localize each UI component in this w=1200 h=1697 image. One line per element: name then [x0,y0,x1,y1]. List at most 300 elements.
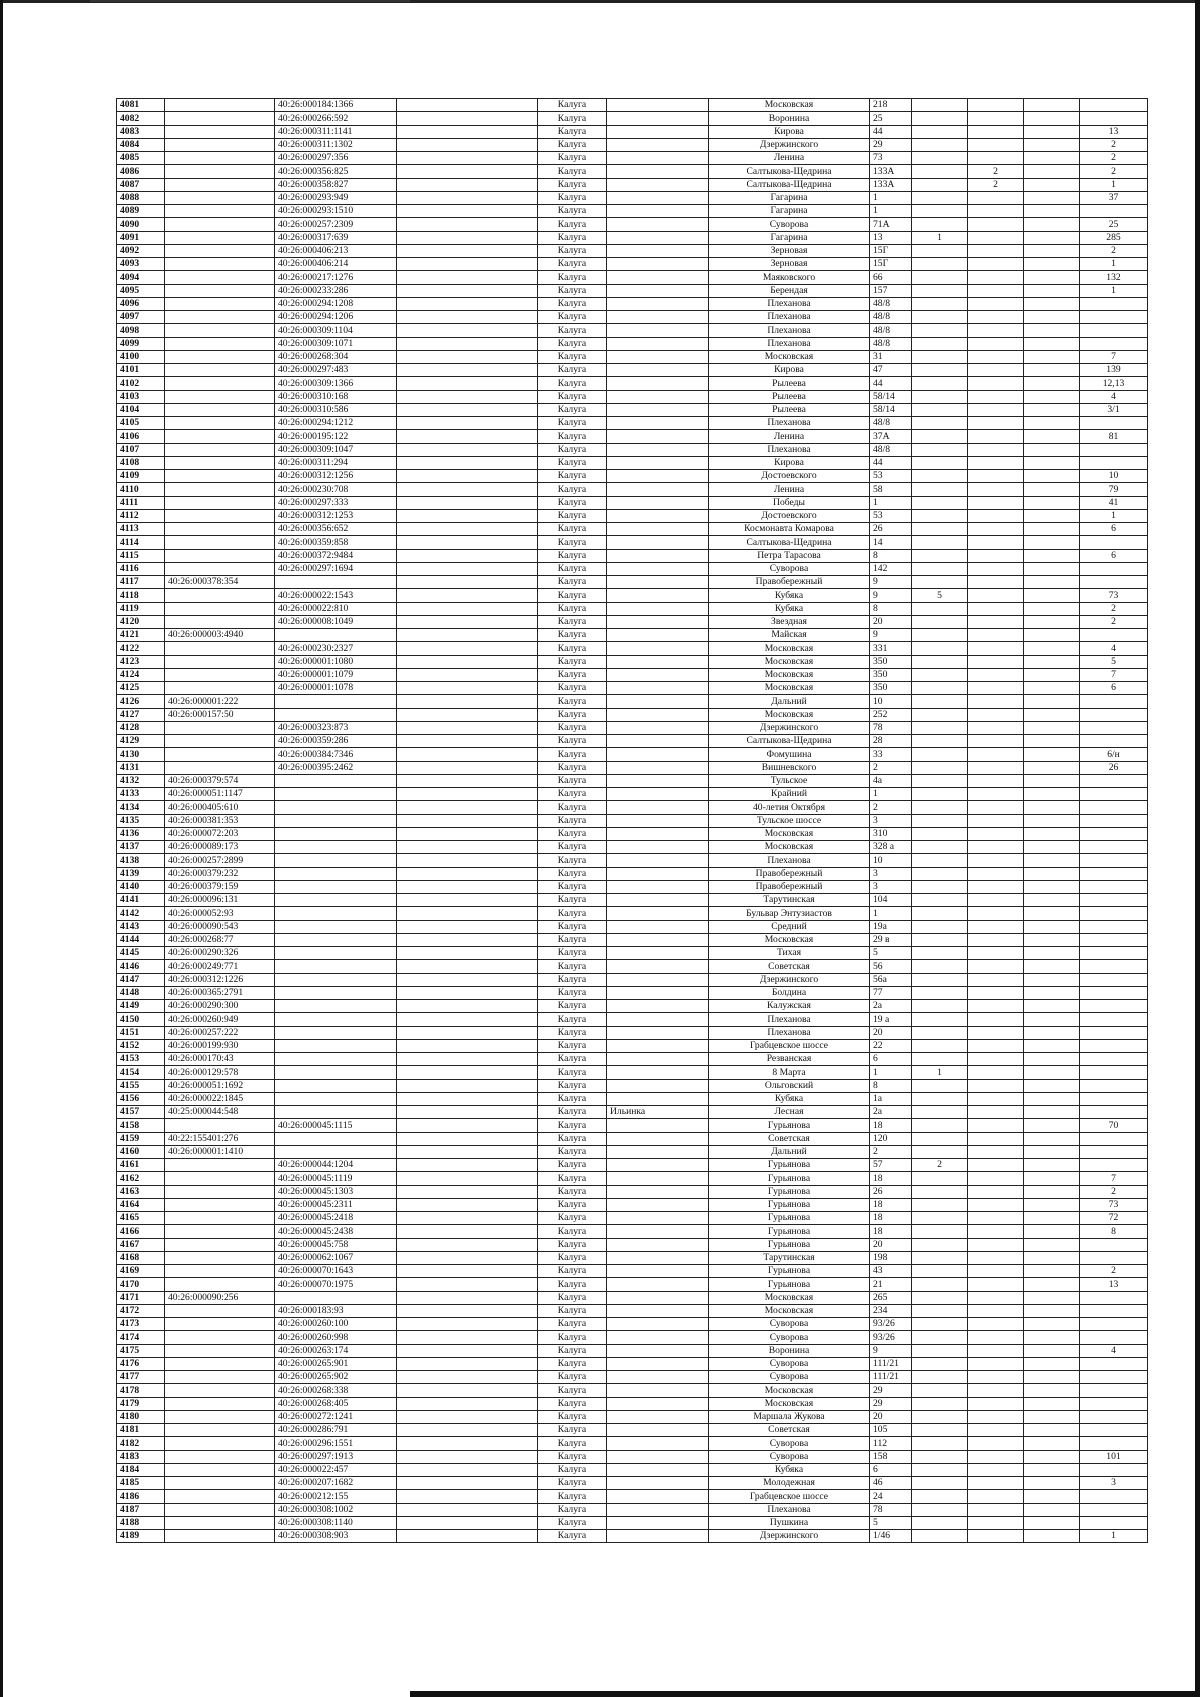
apartment-cell [1080,1026,1148,1039]
cadastral-premises-cell: 40:26:000272:1241 [275,1410,397,1423]
blank-cell [397,655,538,668]
structure-cell [968,748,1024,761]
house-number-cell: 1 [870,191,912,204]
cadastral-land-cell [165,138,275,151]
row-number-cell: 4082 [117,112,165,125]
cadastral-land-cell: 40:26:000379:159 [165,880,275,893]
structure-cell [968,350,1024,363]
apartment-cell [1080,827,1148,840]
row-number-cell: 4115 [117,549,165,562]
city-cell: Калуга [538,1490,607,1503]
house-number-cell: 37А [870,430,912,443]
cadastral-land-cell [165,509,275,522]
city-cell: Калуга [538,1106,607,1119]
cadastral-land-cell [165,682,275,695]
extra-cell [1024,721,1080,734]
table-row [117,1344,1148,1357]
cadastral-premises-cell: 40:26:000296:1551 [275,1437,397,1450]
street-cell: Гурьянова [709,1265,870,1278]
street-cell: Грабцевское шоссе [709,1490,870,1503]
apartment-cell: 73 [1080,589,1148,602]
house-number-cell: 93/26 [870,1331,912,1344]
apartment-cell [1080,1516,1148,1529]
locality-cell [607,721,709,734]
structure-cell [968,854,1024,867]
cadastral-land-cell [165,536,275,549]
extra-cell [1024,1212,1080,1225]
extra-cell [1024,1238,1080,1251]
structure-cell [968,841,1024,854]
table-row [117,960,1148,973]
apartment-cell [1080,1291,1148,1304]
extra-cell [1024,443,1080,456]
extra-cell [1024,112,1080,125]
blank-cell [397,443,538,456]
row-number-cell: 4174 [117,1331,165,1344]
extra-cell [1024,1198,1080,1211]
extra-cell [1024,682,1080,695]
blank-cell [397,470,538,483]
building-cell [912,99,968,112]
blank-cell [397,562,538,575]
blank-cell [397,1477,538,1490]
locality-cell [607,1344,709,1357]
building-cell [912,311,968,324]
structure-cell [968,1357,1024,1370]
city-cell: Калуга [538,801,607,814]
street-cell: Правобережный [709,576,870,589]
city-cell: Калуга [538,788,607,801]
house-number-cell: 15Г [870,258,912,271]
extra-cell [1024,536,1080,549]
house-number-cell: 29 в [870,933,912,946]
cadastral-land-cell [165,1410,275,1423]
street-cell: Плеханова [709,297,870,310]
extra-cell [1024,1145,1080,1158]
apartment-cell [1080,324,1148,337]
locality-cell [607,801,709,814]
cadastral-premises-cell [275,1013,397,1026]
cadastral-premises-cell: 40:26:000045:1115 [275,1119,397,1132]
apartment-cell: 10 [1080,470,1148,483]
building-cell [912,788,968,801]
locality-cell [607,1119,709,1132]
extra-cell [1024,311,1080,324]
table-row [117,364,1148,377]
table-row [117,1066,1148,1079]
table-row [117,1145,1148,1158]
locality-cell [607,1463,709,1476]
table-row [117,496,1148,509]
table-row [117,668,1148,681]
house-number-cell: 158 [870,1450,912,1463]
blank-cell [397,417,538,430]
building-cell [912,1251,968,1264]
street-cell: Дальний [709,695,870,708]
locality-cell [607,191,709,204]
street-cell: Кирова [709,364,870,377]
cadastral-premises-cell [275,1092,397,1105]
apartment-cell [1080,854,1148,867]
cadastral-land-cell [165,721,275,734]
cadastral-premises-cell: 40:26:000309:1104 [275,324,397,337]
row-number-cell: 4088 [117,191,165,204]
street-cell: Салтыкова-Щедрина [709,735,870,748]
apartment-cell: 6 [1080,549,1148,562]
extra-cell [1024,549,1080,562]
street-cell: Ленина [709,483,870,496]
house-number-cell: 78 [870,1503,912,1516]
building-cell [912,1318,968,1331]
blank-cell [397,629,538,642]
cadastral-premises-cell [275,788,397,801]
property-register-table [116,98,1148,1543]
building-cell [912,430,968,443]
locality-cell [607,1503,709,1516]
locality-cell [607,549,709,562]
cadastral-premises-cell: 40:26:000260:998 [275,1331,397,1344]
street-cell: Победы [709,496,870,509]
row-number-cell: 4127 [117,708,165,721]
building-cell [912,549,968,562]
structure-cell [968,708,1024,721]
apartment-cell [1080,920,1148,933]
house-number-cell: 218 [870,99,912,112]
cadastral-premises-cell: 40:26:000356:825 [275,165,397,178]
city-cell: Калуга [538,986,607,999]
cadastral-land-cell [165,297,275,310]
street-cell: Дзержинского [709,138,870,151]
street-cell: Московская [709,642,870,655]
extra-cell [1024,695,1080,708]
structure-cell [968,1344,1024,1357]
street-cell: Гурьянова [709,1212,870,1225]
cadastral-land-cell [165,1278,275,1291]
blank-cell [397,735,538,748]
row-number-cell: 4161 [117,1159,165,1172]
city-cell: Калуга [538,311,607,324]
cadastral-premises-cell [275,695,397,708]
extra-cell [1024,880,1080,893]
row-number-cell: 4189 [117,1530,165,1543]
building-cell [912,1490,968,1503]
building-cell [912,350,968,363]
house-number-cell: 8 [870,602,912,615]
house-number-cell: 1 [870,205,912,218]
table-row [117,986,1148,999]
locality-cell [607,933,709,946]
extra-cell [1024,986,1080,999]
city-cell: Калуга [538,1278,607,1291]
cadastral-premises-cell [275,1039,397,1052]
structure-cell [968,1079,1024,1092]
street-cell: Правобережный [709,880,870,893]
apartment-cell: 139 [1080,364,1148,377]
table-row [117,655,1148,668]
structure-cell [968,284,1024,297]
table-row [117,138,1148,151]
city-cell: Калуга [538,867,607,880]
city-cell: Калуга [538,443,607,456]
locality-cell [607,655,709,668]
extra-cell [1024,483,1080,496]
city-cell: Калуга [538,615,607,628]
house-number-cell: 8 [870,549,912,562]
cadastral-premises-cell: 40:26:000359:858 [275,536,397,549]
structure-cell [968,827,1024,840]
cadastral-premises-cell [275,947,397,960]
blank-cell [397,1437,538,1450]
cadastral-land-cell: 40:26:000090:543 [165,920,275,933]
cadastral-land-cell: 40:26:000379:232 [165,867,275,880]
cadastral-premises-cell: 40:26:000293:949 [275,191,397,204]
table-row [117,629,1148,642]
locality-cell [607,986,709,999]
house-number-cell: 4а [870,774,912,787]
table-row [117,1039,1148,1052]
apartment-cell: 79 [1080,483,1148,496]
extra-cell [1024,364,1080,377]
structure-cell [968,112,1024,125]
street-cell: Дальний [709,1145,870,1158]
structure-cell [968,801,1024,814]
extra-cell [1024,350,1080,363]
city-cell: Калуга [538,430,607,443]
building-cell [912,1225,968,1238]
blank-cell [397,1397,538,1410]
cadastral-land-cell [165,218,275,231]
table-row [117,152,1148,165]
cadastral-premises-cell: 40:26:000372:9484 [275,549,397,562]
extra-cell [1024,788,1080,801]
blank-cell [397,1212,538,1225]
city-cell: Калуга [538,470,607,483]
table-row [117,1291,1148,1304]
street-cell: Ольговский [709,1079,870,1092]
apartment-cell [1080,1039,1148,1052]
cadastral-land-cell [165,311,275,324]
structure-cell [968,973,1024,986]
house-number-cell: 43 [870,1265,912,1278]
locality-cell [607,1530,709,1543]
apartment-cell [1080,907,1148,920]
cadastral-premises-cell: 40:26:000045:2418 [275,1212,397,1225]
table-row [117,1318,1148,1331]
building-cell [912,960,968,973]
building-cell [912,880,968,893]
extra-cell [1024,1079,1080,1092]
extra-cell [1024,1477,1080,1490]
apartment-cell: 81 [1080,430,1148,443]
apartment-cell [1080,1079,1148,1092]
structure-cell [968,456,1024,469]
locality-cell [607,258,709,271]
locality-cell [607,1251,709,1264]
building-cell [912,562,968,575]
locality-cell [607,973,709,986]
table-row [117,1212,1148,1225]
blank-cell [397,615,538,628]
extra-cell [1024,191,1080,204]
cadastral-premises-cell: 40:26:000212:155 [275,1490,397,1503]
city-cell: Калуга [538,814,607,827]
street-cell: Плеханова [709,854,870,867]
cadastral-land-cell [165,602,275,615]
cadastral-land-cell [165,1265,275,1278]
street-cell: Суворова [709,1371,870,1384]
locality-cell [607,1278,709,1291]
city-cell: Калуга [538,1172,607,1185]
apartment-cell: 12,13 [1080,377,1148,390]
house-number-cell: 120 [870,1132,912,1145]
locality-cell [607,231,709,244]
cadastral-premises-cell: 40:26:000070:1975 [275,1278,397,1291]
building-cell [912,218,968,231]
house-number-cell: 133А [870,178,912,191]
row-number-cell: 4172 [117,1304,165,1317]
blank-cell [397,1304,538,1317]
building-cell [912,1092,968,1105]
blank-cell [397,496,538,509]
building-cell [912,1450,968,1463]
table-row [117,615,1148,628]
cadastral-premises-cell: 40:26:000045:1119 [275,1172,397,1185]
house-number-cell: 53 [870,509,912,522]
blank-cell [397,1344,538,1357]
row-number-cell: 4164 [117,1198,165,1211]
city-cell: Калуга [538,589,607,602]
cadastral-premises-cell: 40:26:000257:2309 [275,218,397,231]
building-cell [912,1212,968,1225]
building-cell [912,165,968,178]
locality-cell [607,562,709,575]
cadastral-land-cell: 40:26:000365:2791 [165,986,275,999]
cadastral-premises-cell [275,1026,397,1039]
city-cell: Калуга [538,509,607,522]
extra-cell [1024,1013,1080,1026]
structure-cell [968,1092,1024,1105]
table-row [117,1079,1148,1092]
building-cell [912,735,968,748]
blank-cell [397,1291,538,1304]
house-number-cell: 18 [870,1225,912,1238]
cadastral-land-cell: 40:26:000129:578 [165,1066,275,1079]
house-number-cell: 56 [870,960,912,973]
structure-cell [968,814,1024,827]
street-cell: Плеханова [709,1026,870,1039]
street-cell: Гагарина [709,231,870,244]
structure-cell: 2 [968,165,1024,178]
building-cell [912,774,968,787]
city-cell: Калуга [538,841,607,854]
blank-cell [397,337,538,350]
row-number-cell: 4188 [117,1516,165,1529]
apartment-cell [1080,297,1148,310]
house-number-cell: 66 [870,271,912,284]
city-cell: Калуга [538,774,607,787]
extra-cell [1024,337,1080,350]
locality-cell [607,523,709,536]
apartment-cell [1080,1503,1148,1516]
apartment-cell [1080,774,1148,787]
structure-cell [968,1145,1024,1158]
house-number-cell: 22 [870,1039,912,1052]
structure-cell [968,1410,1024,1423]
table-row [117,1132,1148,1145]
building-cell [912,1291,968,1304]
cadastral-land-cell: 40:26:000381:353 [165,814,275,827]
structure-cell [968,1159,1024,1172]
row-number-cell: 4113 [117,523,165,536]
structure-cell: 2 [968,178,1024,191]
cadastral-land-cell [165,258,275,271]
blank-cell [397,1251,538,1264]
table-row [117,125,1148,138]
blank-cell [397,483,538,496]
city-cell: Калуга [538,1053,607,1066]
cadastral-premises-cell: 40:26:000195:122 [275,430,397,443]
city-cell: Калуга [538,324,607,337]
apartment-cell: 41 [1080,496,1148,509]
locality-cell [607,1066,709,1079]
house-number-cell: 2 [870,801,912,814]
cadastral-land-cell [165,1516,275,1529]
apartment-cell [1080,311,1148,324]
cadastral-premises-cell: 40:26:000217:1276 [275,271,397,284]
extra-cell [1024,748,1080,761]
cadastral-land-cell [165,1357,275,1370]
locality-cell [607,615,709,628]
city-cell: Калуга [538,1145,607,1158]
row-number-cell: 4167 [117,1238,165,1251]
street-cell: Гурьянова [709,1278,870,1291]
structure-cell [968,470,1024,483]
city-cell: Калуга [538,1463,607,1476]
building-cell [912,695,968,708]
house-number-cell: 2а [870,1000,912,1013]
street-cell: Московская [709,1291,870,1304]
cadastral-land-cell [165,1172,275,1185]
cadastral-premises-cell: 40:26:000008:1049 [275,615,397,628]
structure-cell [968,668,1024,681]
blank-cell [397,1503,538,1516]
blank-cell [397,297,538,310]
cadastral-land-cell: 40:26:000249:771 [165,960,275,973]
locality-cell [607,827,709,840]
street-cell: Средний [709,920,870,933]
building-cell [912,125,968,138]
cadastral-premises-cell: 40:26:000001:1080 [275,655,397,668]
blank-cell [397,1119,538,1132]
table-row [117,1265,1148,1278]
cadastral-premises-cell: 40:26:000268:405 [275,1397,397,1410]
building-cell [912,1344,968,1357]
locality-cell [607,695,709,708]
blank-cell [397,841,538,854]
cadastral-premises-cell: 40:26:000297:1913 [275,1450,397,1463]
locality-cell [607,165,709,178]
city-cell: Калуга [538,1132,607,1145]
row-number-cell: 4145 [117,947,165,960]
building-cell [912,682,968,695]
city-cell: Калуга [538,1265,607,1278]
house-number-cell: 29 [870,1384,912,1397]
street-cell: Гагарина [709,205,870,218]
table-row [117,589,1148,602]
building-cell [912,1463,968,1476]
locality-cell [607,668,709,681]
cadastral-land-cell: 40:26:000405:610 [165,801,275,814]
